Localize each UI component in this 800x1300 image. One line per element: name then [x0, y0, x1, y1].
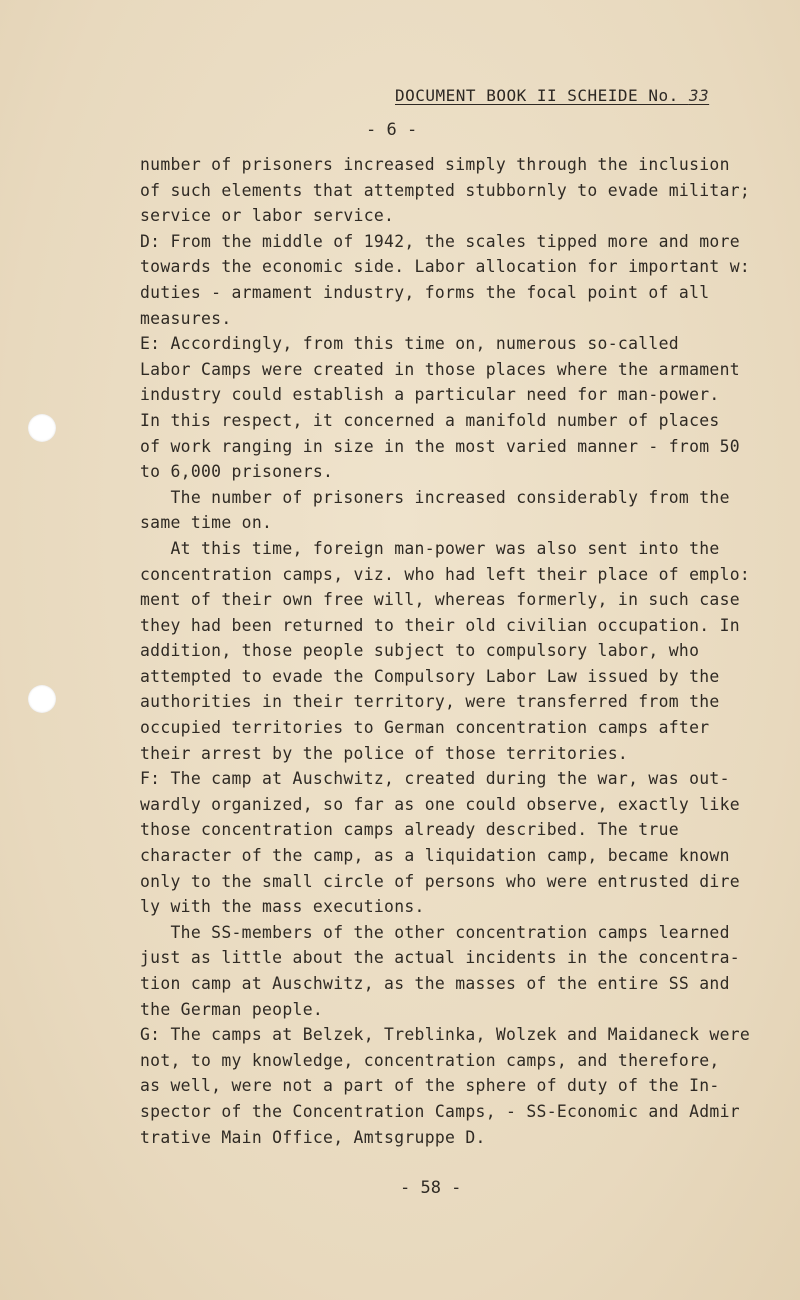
punch-hole-bottom	[28, 685, 56, 713]
body-line: addition, those people subject to compulsory labor, who	[140, 641, 700, 661]
body-line: In this respect, it concerned a manifold number of places	[140, 410, 720, 430]
body-line: D: From the middle of 1942, the scales tipped more and more	[140, 231, 740, 251]
body-line: character of the camp, as a liquidation camp, became known	[140, 846, 730, 866]
body-line: wardly organized, so far as one could observe, exactly like	[140, 794, 740, 814]
body-line: concentration camps, viz. who had left their place of emplo:	[140, 564, 751, 584]
body-line: Labor Camps were created in those places where the armament	[140, 359, 740, 379]
header-doc-ref: DOCUMENT BOOK II SCHEIDE No.	[395, 86, 689, 105]
body-line: just as little about the actual incidents in the concentra-	[140, 948, 740, 968]
body-line: F: The camp at Auschwitz, created during the war, was out-	[140, 769, 730, 789]
body-line: as well, were not a part of the sphere of duty of the In-	[140, 1076, 720, 1096]
body-line: E: Accordingly, from this time on, numerous so-called	[140, 334, 679, 354]
body-line: tion camp at Auschwitz, as the masses of the entire SS and	[140, 974, 730, 993]
body-line: G: The camps at Belzek, Treblinka, Wolzek and Maidaneck were	[140, 1025, 751, 1045]
body-line: only to the small circle of persons who were entrusted dire	[140, 871, 740, 891]
body-text	[140, 152, 780, 1150]
body-line: The number of prisoners increased considerably from the	[140, 487, 730, 507]
document-page: DOCUMENT BOOK II SCHEIDE No. 33 - 6 - number of prisoners increased simply through the inclusion of such elements that attempted stubbornly to evade militar; service or labor service. D: From the middle of 1942, the scales tipped more and more towards the economic side. Labor allocation for important w: duties - armament industry, forms the focal point of all measures. E: Accordingly, from this time on, numerous so-called Labor Camps were created in those places where the armament industry could establish a particular need for man-power. In this respect, it concerned a manifold number of places of work ranging in size in the most varied manner - from 50 to 6,000 prisoners. The number of prisoners increased considerably from the same time on. At this time, foreign man-power was also sent into the concentration camps, viz. who had left their place of emplo: ment of their own free will, whereas formerly, in such case they had been returned to their old civilian occupation. In addition, those people subject to compulsory labor, who attempted to evade the Compulsory Labor Law issued by the authorities in their territory, were transferred from the occupied territories to German concentration camps after their arrest by the police of those territories. F: The camp at Auschwitz, created during the war, was out- wardly organized, so far as one could observe, exactly like those concentration camps already described. The true character of the camp, as a liquidation camp, became known only to the small circle of persons who were entrusted dire ly with the mass executions. The SS-members of the other concentration camps learned just as little about the actual incidents in the concentra- tion camp at Auschwitz, as the masses of the entire SS and the German people. G: The camps at Belzek, Treblinka, Wolzek and Maidaneck were not, to my knowledge, concentration camps, and therefore, as well, were not a part of the sphere of duty of the In- spector of the Concentration Camps, - SS-Economic and Admir trative Main Office, Amtsgruppe D. - 58 -	[0, 0, 800, 1300]
body-line: ly with the mass executions.	[140, 897, 425, 917]
body-line: towards the economic side. Labor allocation for important w:	[140, 257, 751, 277]
punch-hole-top	[28, 414, 56, 442]
body-line: ment of their own free will, whereas formerly, in such case	[140, 590, 740, 610]
body-line: the German people.	[140, 999, 324, 1019]
body-line: number of prisoners increased simply through the inclusion	[140, 155, 730, 174]
body-line: of work ranging in size in the most varied manner - from 50	[140, 436, 740, 456]
body-line: to 6,000 prisoners.	[140, 462, 334, 482]
body-line: not, to my knowledge, concentration camps, and therefore,	[140, 1050, 720, 1070]
body-line: they had been returned to their old civilian occupation. In	[140, 615, 740, 635]
body-line: spector of the Concentration Camps, - SS-Economic and Admir	[140, 1101, 740, 1121]
body-line: same time on.	[140, 513, 273, 533]
body-line: those concentration camps already described. The true	[140, 820, 679, 840]
body-line: The SS-members of the other concentration camps learned	[140, 922, 730, 942]
body-line: measures.	[140, 308, 232, 328]
body-line: At this time, foreign man-power was also sent into the	[140, 538, 720, 558]
body-line: attempted to evade the Compulsory Labor Law issued by the	[140, 666, 720, 686]
body-line: authorities in their territory, were transferred from the	[140, 692, 720, 712]
page-number-footer: - 58 -	[400, 1178, 462, 1198]
header-doc-number: 33	[688, 86, 710, 105]
body-line: service or labor service.	[140, 206, 395, 226]
body-line: of such elements that attempted stubbornly to evade militar;	[140, 180, 751, 200]
body-line: their arrest by the police of those territories.	[140, 743, 629, 763]
body-line: occupied territories to German concentration camps after	[140, 718, 710, 738]
body-line: trative Main Office, Amtsgruppe D.	[140, 1127, 486, 1147]
body-line: duties - armament industry, forms the focal point of all	[140, 282, 710, 302]
body-line: industry could establish a particular need for man-power.	[140, 385, 720, 405]
document-header	[395, 86, 709, 105]
